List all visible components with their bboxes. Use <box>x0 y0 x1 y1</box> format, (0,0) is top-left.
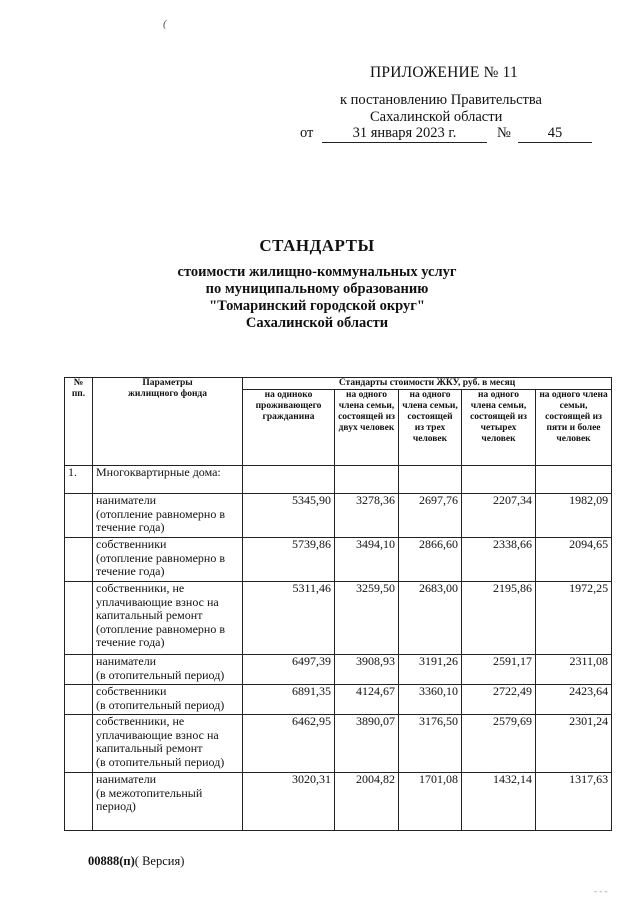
row-label: наниматели (в отопительный период) <box>93 655 243 685</box>
value-family-2: 3908,93 <box>335 655 399 685</box>
document-footer <box>88 854 184 869</box>
table-header-row <box>65 378 612 390</box>
col-header-standards-group: Стандарты стоимости ЖКУ, руб. в месяц <box>243 378 612 390</box>
value-family-4: 2338,66 <box>462 538 536 582</box>
value-single: 5311,46 <box>243 582 335 655</box>
value-family-2: 3278,36 <box>335 494 399 538</box>
table-row <box>65 655 612 685</box>
handwritten-mark: ( <box>163 18 167 30</box>
table-row <box>65 685 612 715</box>
value-family-2: 2004,82 <box>335 773 399 831</box>
row-label: собственники (отопление равномерно в течение года) <box>93 538 243 582</box>
row-label: наниматели (в межотопительный период) <box>93 773 243 831</box>
col-header-family-4: на одного члена семьи, состоящей из четырех человек <box>462 390 536 466</box>
resolution-number: 45 <box>518 125 592 143</box>
section-label: Многоквартирные дома: <box>93 466 243 494</box>
empty-cell <box>399 466 462 494</box>
value-family-5: 1982,09 <box>536 494 612 538</box>
value-single: 5345,90 <box>243 494 335 538</box>
value-family-2: 4124,67 <box>335 685 399 715</box>
empty-cell <box>243 466 335 494</box>
row-label: наниматели (отопление равномерно в течение года) <box>93 494 243 538</box>
value-single: 3020,31 <box>243 773 335 831</box>
document-version: ( Версия) <box>134 854 185 868</box>
corner-mark: - - - <box>594 886 608 896</box>
appendix-date-row <box>300 125 600 145</box>
value-family-3: 2697,76 <box>399 494 462 538</box>
section-number: 1. <box>65 466 93 494</box>
empty-cell <box>536 466 612 494</box>
table-row <box>65 773 612 831</box>
value-family-4: 2591,17 <box>462 655 536 685</box>
document-code: 00888(п) <box>88 854 135 868</box>
appendix-line-2: Сахалинской области <box>370 109 503 125</box>
value-family-2: 3259,50 <box>335 582 399 655</box>
row-number-cell <box>65 655 93 685</box>
row-number-cell <box>65 538 93 582</box>
value-single: 6497,39 <box>243 655 335 685</box>
from-label: от <box>300 125 314 141</box>
value-family-3: 2683,00 <box>399 582 462 655</box>
value-family-3: 3191,26 <box>399 655 462 685</box>
row-number-cell <box>65 494 93 538</box>
value-family-5: 2423,64 <box>536 685 612 715</box>
empty-cell <box>462 466 536 494</box>
col-header-single: на одиноко проживающего гражданина <box>243 390 335 466</box>
value-family-4: 2579,69 <box>462 715 536 773</box>
value-family-3: 1701,08 <box>399 773 462 831</box>
col-header-family-3: на одного члена семьи, состоящей из трех человек <box>399 390 462 466</box>
value-family-5: 1972,25 <box>536 582 612 655</box>
col-header-family-2: на одного члена семьи, состоящей из двух человек <box>335 390 399 466</box>
value-single: 6462,95 <box>243 715 335 773</box>
row-number-cell <box>65 685 93 715</box>
row-number-cell <box>65 582 93 655</box>
row-label: собственники (в отопительный период) <box>93 685 243 715</box>
table-row <box>65 582 612 655</box>
value-family-4: 2722,49 <box>462 685 536 715</box>
value-family-3: 2866,60 <box>399 538 462 582</box>
subtitle-line: по муниципальному образованию <box>205 281 429 297</box>
row-number-cell <box>65 773 93 831</box>
standards-table <box>64 377 612 831</box>
subtitle-line: стоимости жилищно-коммунальных услуг <box>177 264 457 280</box>
value-family-2: 3890,07 <box>335 715 399 773</box>
value-family-4: 2195,86 <box>462 582 536 655</box>
section-row <box>65 466 612 494</box>
subtitle-line: Сахалинской области <box>245 315 389 331</box>
table-row <box>65 494 612 538</box>
value-family-4: 1432,14 <box>462 773 536 831</box>
value-family-3: 3176,50 <box>399 715 462 773</box>
row-label: собственники, не уплачивающие взнос на капитальный ремонт (отопление равномерно в течение года) <box>93 582 243 655</box>
row-number-cell <box>65 715 93 773</box>
appendix-title: ПРИЛОЖЕНИЕ № 11 <box>370 64 519 81</box>
row-label: собственники, не уплачивающие взнос на капитальный ремонт (в отопительный период) <box>93 715 243 773</box>
empty-cell <box>335 466 399 494</box>
number-label: № <box>497 125 511 141</box>
document-title: СТАНДАРТЫ <box>259 236 375 255</box>
value-family-5: 2301,24 <box>536 715 612 773</box>
subtitle-line: "Томаринский городской округ" <box>209 298 425 314</box>
col-header-family-5: на одного члена семьи, состоящей из пяти и более человек <box>536 390 612 466</box>
appendix-line-1: к постановлению Правительства <box>340 92 542 108</box>
value-family-5: 2094,65 <box>536 538 612 582</box>
table-row <box>65 538 612 582</box>
value-family-3: 3360,10 <box>399 685 462 715</box>
col-header-number: № пп. <box>65 378 93 466</box>
value-family-5: 1317,63 <box>536 773 612 831</box>
value-family-5: 2311,08 <box>536 655 612 685</box>
table-row <box>65 715 612 773</box>
value-family-4: 2207,34 <box>462 494 536 538</box>
value-single: 5739,86 <box>243 538 335 582</box>
value-single: 6891,35 <box>243 685 335 715</box>
col-header-params: Параметры жилищного фонда <box>93 378 243 466</box>
resolution-date: 31 января 2023 г. <box>322 125 487 143</box>
value-family-2: 3494,10 <box>335 538 399 582</box>
